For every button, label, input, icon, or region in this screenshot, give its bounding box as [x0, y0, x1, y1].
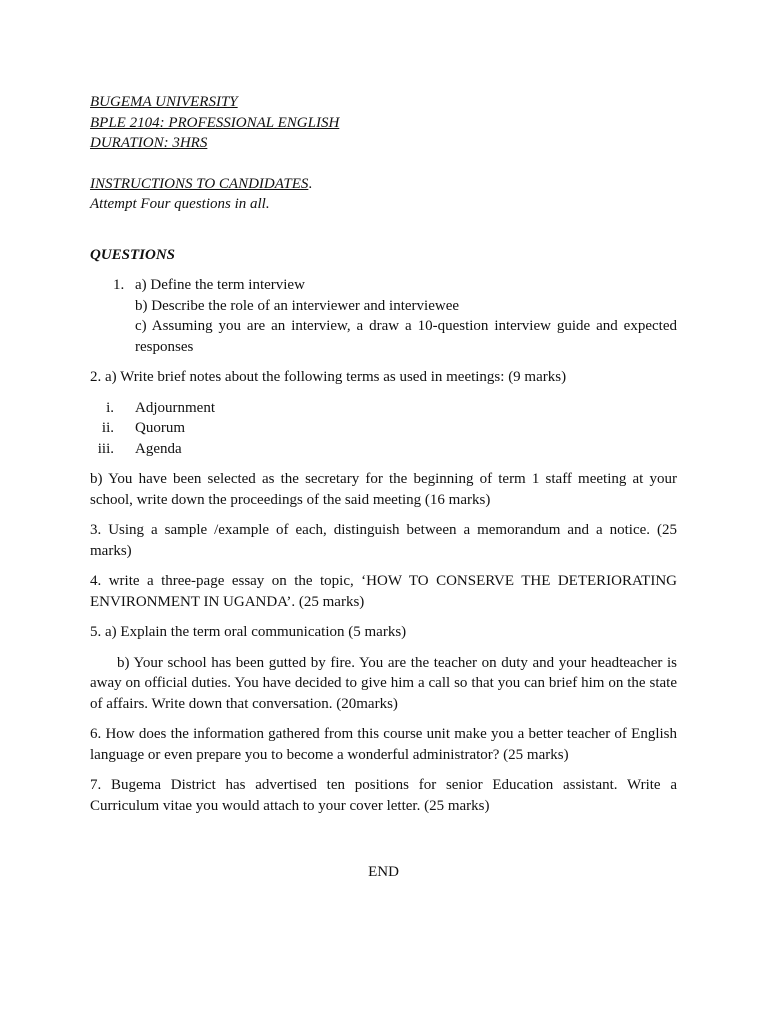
list-item-numeral: ii. — [101, 420, 114, 436]
list-item-term: Adjournment — [135, 399, 215, 416]
question-2b: b) You have been selected as the secretary for the beginning of term 1 staff meeting at your school, write down the proceedings of the said meeting (16 marks) — [90, 471, 677, 508]
list-item-term: Agenda — [135, 440, 182, 457]
question-4: 4. write a three-page essay on the topic, ‘HOW TO CONSERVE THE DETERIORATING ENVIRONMENT IN UGANDA’. (25 marks) — [90, 573, 677, 610]
instructions-title-period: . — [308, 175, 313, 192]
exam-header — [90, 92, 677, 154]
question-7: 7. Bugema District has advertised ten positions for senior Education assistant. Write a Curriculum vitae you would attach to your cover letter. (25 marks) — [90, 777, 677, 814]
instructions-block — [90, 174, 677, 215]
questions-heading: QUESTIONS — [90, 246, 176, 263]
list-item-term: Quorum — [135, 420, 185, 436]
course-title: BPLE 2104: PROFESSIONAL ENGLISH — [90, 114, 340, 131]
list-item — [90, 439, 677, 460]
question-3: 3. Using a sample /example of each, distinguish between a memorandum and a notice. (25 marks) — [90, 522, 677, 559]
instructions-text: Attempt Four questions in all. — [90, 196, 270, 212]
list-item — [90, 398, 677, 419]
question-1a: a) Define the term interview — [135, 277, 305, 293]
university-name: BUGEMA UNIVERSITY — [90, 94, 238, 110]
list-item — [90, 418, 677, 439]
question-2a: 2. a) Write brief notes about the following terms as used in meetings: (9 marks) — [90, 369, 567, 385]
end-marker: END — [368, 864, 399, 880]
exam-duration: DURATION: 3HRS — [90, 135, 208, 151]
question-1b: b) Describe the role of an interviewer and interviewee — [135, 297, 460, 314]
question-5b: b) Your school has been gutted by fire. You are the teacher on duty and your headteacher is away on official duties. You have decided to give him a call so that you can brief him on the state of affairs. Write down that conversation. (20marks) — [90, 654, 677, 712]
question-1c: c) Assuming you are an interview, a draw a 10-question interview guide and expected responses — [135, 318, 677, 355]
meeting-terms-list — [90, 398, 677, 460]
list-item-numeral: iii. — [97, 440, 114, 457]
list-item-numeral: i. — [106, 399, 114, 416]
exam-page — [90, 92, 677, 880]
instructions-heading — [90, 174, 677, 195]
instructions-title: INSTRUCTIONS TO CANDIDATES — [90, 175, 309, 192]
question-1 — [90, 275, 677, 357]
question-1-number: 1. — [113, 277, 125, 293]
question-5a: 5. a) Explain the term oral communication (5 marks) — [90, 624, 407, 640]
question-6: 6. How does the information gathered from this course unit make you a better teacher of English language or even prepare you to become a wonderful administrator? (25 marks) — [90, 726, 677, 763]
